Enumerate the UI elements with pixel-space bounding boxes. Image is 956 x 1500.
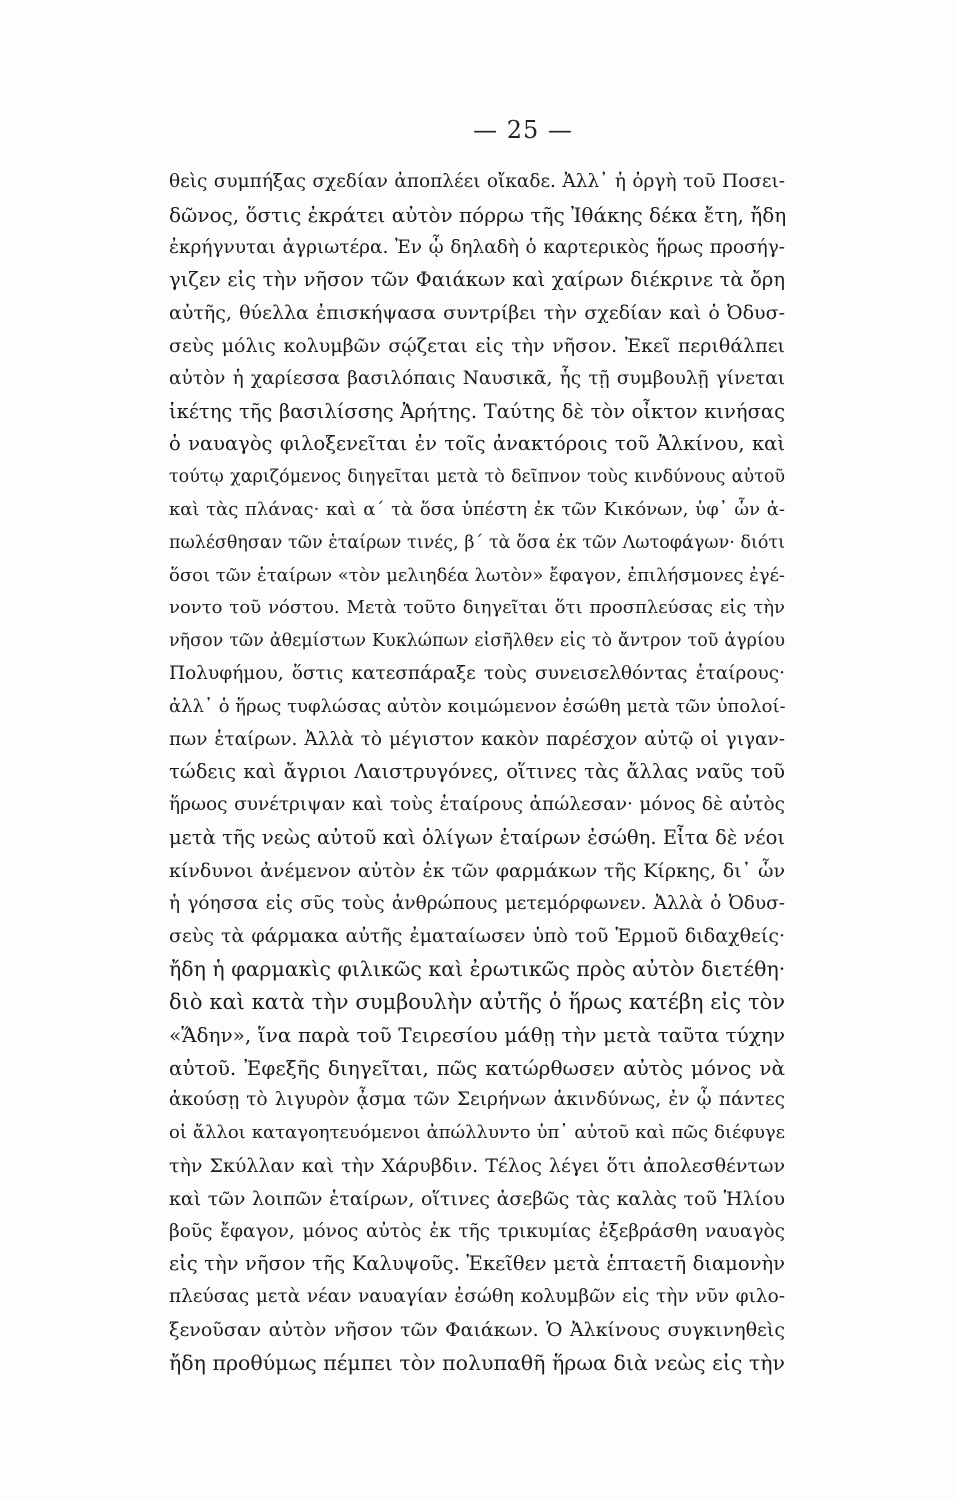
text-line: εἰς τὴν νῆσον τῆς Καλυψοῦς. Ἐκεῖθεν μετὰ ἑπταετῆ διαμονὴν: [169, 1252, 785, 1276]
text-line: Πολυφήμου, ὅστις κατεσπάραξε τοὺς συνεισελθόντας ἑταίρους·: [169, 662, 785, 684]
text-line: σεὺς μόλις κολυμβῶν σῴζεται εἰς τὴν νῆσον. Ἐκεῖ περιθάλπει: [169, 334, 785, 357]
text-line: ὁ ναυαγὸς φιλοξενεῖται ἐν τοῖς ἀνακτόροις τοῦ Ἀλκίνου, καὶ: [169, 432, 785, 456]
text-line: ἤδη ἡ φαρμακὶς φιλικῶς καὶ ἐρωτικῶς πρὸς αὐτὸν διετέθη·: [169, 957, 786, 982]
text-line: πλεύσας μετὰ νέαν ναυαγίαν ἐσώθη κολυμβῶν εἰς τὴν νῦν φιλο-: [169, 1286, 785, 1308]
text-line: καὶ τὰς πλάνας· καὶ α´ τὰ ὅσα ὑπέστη ἐκ τῶν Κικόνων, ὑφ᾽ ὧν ἀ-: [169, 498, 785, 520]
text-line: γιζεν εἰς τὴν νῆσον τῶν Φαιάκων καὶ χαίρων διέκρινε τὰ ὄρη: [169, 268, 785, 292]
text-line: καὶ τῶν λοιπῶν ἑταίρων, οἵτινες ἀσεβῶς τὰς καλὰς τοῦ Ἡλίου: [169, 1187, 785, 1210]
page-number: — 25 —: [473, 116, 573, 144]
text-line: νοντο τοῦ νόστου. Μετὰ τοῦτο διηγεῖται ὅτι προσπλεύσας εἰς τὴν: [169, 597, 785, 619]
text-line: ἀλλ᾽ ὁ ἥρως τυφλώσας αὐτὸν κοιμώμενον ἐσώθη μετὰ τῶν ὑπολοί-: [169, 695, 786, 717]
text-line: ἤδη προθύμως πέμπει τὸν πολυπαθῆ ἥρωα διὰ νεὼς εἰς τὴν: [169, 1350, 785, 1375]
text-line: θεὶς συμπήξας σχεδίαν ἀποπλέει οἴκαδε. Ἀλλ᾽ ἡ ὀργὴ τοῦ Ποσει-: [169, 171, 785, 192]
text-line: διὸ καὶ κατὰ τὴν συμβουλὴν αὐτῆς ὁ ἥρως κατέβη εἰς τὸν: [169, 989, 785, 1014]
text-line: ἀκούσῃ τὸ λιγυρὸν ᾆσμα τῶν Σειρήνων ἀκινδύνως, ἐν ᾧ πάντες: [169, 1089, 785, 1111]
text-line: σεὺς τὰ φάρμακα αὐτῆς ἐματαίωσεν ὑπὸ τοῦ Ἑρμοῦ διδαχθείς·: [169, 925, 785, 948]
text-line: αὐτῆς, θύελλα ἐπισκήψασα συντρίβει τὴν σχεδίαν καὶ ὁ Ὀδυσ-: [169, 302, 785, 325]
text-line: αὐτοῦ. Ἐφεξῆς διηγεῖται, πῶς κατώρθωσεν αὐτὸς μόνος νὰ: [169, 1055, 785, 1080]
text-line: νῆσον τῶν ἀθεμίστων Κυκλώπων εἰσῆλθεν εἰς τὸ ἄντρον τοῦ ἀγρίου: [169, 631, 785, 652]
text-line: κίνδυνοι ἀνέμενον αὐτὸν ἐκ τῶν φαρμάκων τῆς Κίρκης, δι᾽ ὧν: [169, 859, 785, 882]
text-line: τούτῳ χαριζόμενος διηγεῖται μετὰ τὸ δεῖπνον τοὺς κινδύνους αὐτοῦ: [169, 467, 785, 488]
text-line: ξενοῦσαν αὐτὸν νῆσον τῶν Φαιάκων. Ὁ Ἀλκίνους συγκινηθεὶς: [169, 1318, 785, 1341]
text-line: πωλέσθησαν τῶν ἑταίρων τινές, β´ τὰ ὅσα ἐκ τῶν Λωτοφάγων· διότι: [169, 532, 785, 553]
text-line: τώδεις καὶ ἄγριοι Λαιστρυγόνες, οἵτινες τὰς ἄλλας ναῦς τοῦ: [169, 760, 785, 784]
text-line: ἡ γόησσα εἰς σῦς τοὺς ἀνθρώπους μετεμόρφωνεν. Ἀλλὰ ὁ Ὀδυσ-: [169, 892, 785, 914]
text-line: βοῦς ἔφαγον, μόνος αὐτὸς ἐκ τῆς τρικυμίας ἐξεβράσθη ναυαγὸς: [169, 1220, 785, 1242]
text-line: ἱκέτης τῆς βασιλίσσης Ἀρήτης. Ταύτης δὲ τὸν οἶκτον κινήσας: [169, 399, 785, 423]
text-line: αὐτὸν ἡ χαρίεσσα βασιλόπαις Ναυσικᾶ, ἧς τῇ συμβουλῇ γίνεται: [169, 367, 785, 389]
text-line: πων ἑταίρων. Ἀλλὰ τὸ μέγιστον κακὸν παρέσχον αὐτῷ οἱ γιγαν-: [169, 728, 785, 750]
text-line: δῶνος, ὅστις ἐκράτει αὐτὸν πόρρω τῆς Ἰθάκης δέκα ἔτη, ἤδη: [169, 202, 787, 227]
body-text: [169, 166, 785, 1379]
text-line: μετὰ τῆς νεὼς αὐτοῦ καὶ ὀλίγων ἑταίρων ἐσώθη. Εἶτα δὲ νέοι: [169, 825, 785, 849]
text-line: οἱ ἄλλοι καταγοητευόμενοι ἀπώλλυντο ὑπ᾽ αὐτοῦ καὶ πῶς διέφυγε: [169, 1122, 785, 1144]
text-line: τὴν Σκύλλαν καὶ τὴν Χάρυβδιν. Τέλος λέγει ὅτι ἀπολεσθέντων: [169, 1154, 785, 1177]
text-line: ἥρωος συνέτριψαν καὶ τοὺς ἑταίρους ἀπώλεσαν· μόνος δὲ αὐτὸς: [169, 794, 785, 816]
text-line: ὅσοι τῶν ἑταίρων «τὸν μελιηδέα λωτὸν» ἔφαγον, ἐπιλήσμονες ἐγέ-: [169, 564, 785, 586]
text-line: ἐκρήγνυται ἀγριωτέρα. Ἐν ᾧ δηλαδὴ ὁ καρτερικὸς ἥρως προσήγ-: [169, 236, 785, 258]
text-line: «Ἅδην», ἵνα παρὰ τοῦ Τειρεσίου μάθῃ τὴν μετὰ ταῦτα τύχην: [169, 1022, 785, 1047]
